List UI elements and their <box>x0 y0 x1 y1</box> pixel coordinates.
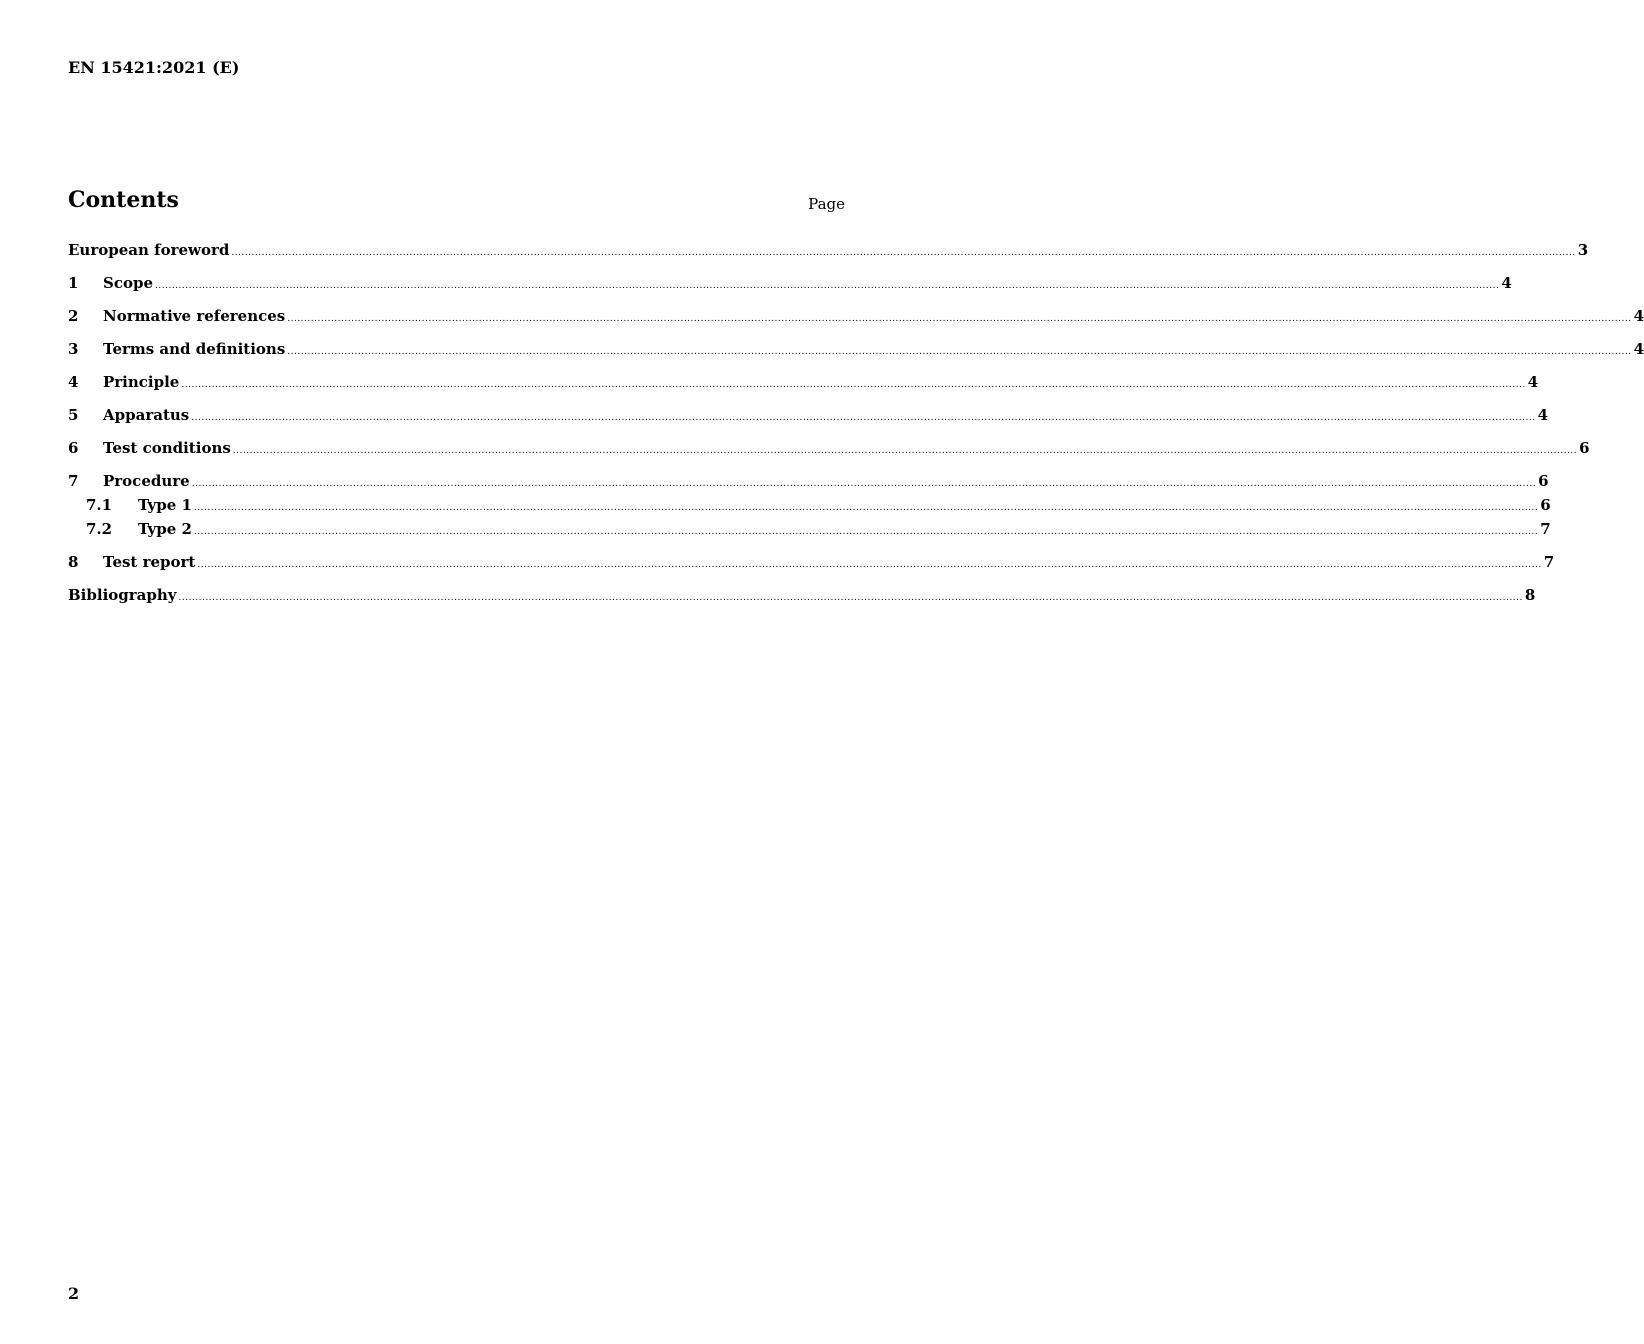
toc-entry-page: 4 <box>1527 373 1539 391</box>
toc-entry-terms-and-definitions[interactable] <box>68 339 1644 363</box>
toc-entry-page: 4 <box>1501 274 1512 292</box>
toc-entry-number: 4 <box>68 373 79 391</box>
toc-entry-page: 4 <box>1633 340 1644 358</box>
toc-entry-type-2[interactable] <box>68 519 1551 543</box>
toc-entry-title: Procedure <box>103 472 190 490</box>
toc-entry-title: Terms and definitions <box>103 340 286 358</box>
toc-entry-bibliography[interactable] <box>68 585 1536 609</box>
toc-entry-page: 8 <box>1524 586 1536 604</box>
toc-entry-title: Type 1 <box>138 496 192 514</box>
table-of-contents <box>68 240 1644 609</box>
toc-entry-number: 3 <box>68 340 79 358</box>
toc-entry-page: 3 <box>1577 241 1589 259</box>
toc-leader-dots: ................................................................................................................................................................................................................................................................................................................................................................................................................ <box>181 380 1526 390</box>
toc-entry-page: 4 <box>1537 406 1549 424</box>
toc-leader-dots: ................................................................................................................................................................................................................................................................................................................................................................................................................ <box>191 413 1536 423</box>
toc-leader-dots: ................................................................................................................................................................................................................................................................................................................................................................................................................ <box>193 527 1539 537</box>
toc-entry-title: Principle <box>103 373 180 391</box>
toc-entry-number: 7.1 <box>86 496 113 514</box>
toc-leader-dots: ................................................................................................................................................................................................................................................................................................................................................................................................................ <box>191 479 1537 489</box>
toc-entry-number: 7.2 <box>86 520 113 538</box>
page-column-label: Page <box>808 195 845 213</box>
toc-entry-procedure[interactable] <box>68 471 1549 495</box>
contents-heading: Contents <box>68 187 179 213</box>
toc-entry-title: European foreword <box>68 241 230 259</box>
toc-entry-title: Bibliography <box>68 586 177 604</box>
toc-entry-number: 5 <box>68 406 79 424</box>
toc-entry-page: 6 <box>1538 472 1549 490</box>
toc-entry-title: Type 2 <box>138 520 192 538</box>
toc-entry-title: Test conditions <box>103 439 231 457</box>
toc-entry-page: 7 <box>1543 553 1555 571</box>
toc-entry-normative-references[interactable] <box>68 306 1644 330</box>
toc-entry-title: Normative references <box>103 307 286 325</box>
toc-entry-scope[interactable] <box>68 273 1512 297</box>
toc-entry-european-foreword[interactable] <box>68 240 1589 264</box>
toc-entry-number: 1 <box>68 274 79 292</box>
toc-entry-number: 2 <box>68 307 79 325</box>
toc-entry-page: 7 <box>1540 520 1551 538</box>
toc-leader-dots: ................................................................................................................................................................................................................................................................................................................................................................................................................ <box>287 314 1632 324</box>
toc-leader-dots: ................................................................................................................................................................................................................................................................................................................................................................................................................ <box>178 593 1523 603</box>
toc-entry-page: 6 <box>1540 496 1551 514</box>
toc-leader-dots: ................................................................................................................................................................................................................................................................................................................................................................................................................ <box>231 248 1576 258</box>
toc-leader-dots: ................................................................................................................................................................................................................................................................................................................................................................................................................ <box>232 446 1578 456</box>
toc-entry-test-report[interactable] <box>68 552 1555 576</box>
page-number: 2 <box>68 1284 80 1303</box>
toc-entry-title: Test report <box>103 553 196 571</box>
toc-entry-number: 7 <box>68 472 79 490</box>
toc-entry-principle[interactable] <box>68 372 1539 396</box>
toc-entry-apparatus[interactable] <box>68 405 1549 429</box>
toc-leader-dots: ................................................................................................................................................................................................................................................................................................................................................................................................................ <box>287 347 1632 357</box>
toc-leader-dots: ................................................................................................................................................................................................................................................................................................................................................................................................................ <box>197 560 1542 570</box>
toc-entry-title: Apparatus <box>103 406 190 424</box>
toc-entry-page: 4 <box>1633 307 1644 325</box>
toc-entry-title: Scope <box>103 274 154 292</box>
toc-entry-number: 8 <box>68 553 79 571</box>
toc-entry-test-conditions[interactable] <box>68 438 1590 462</box>
toc-entry-page: 6 <box>1579 439 1590 457</box>
toc-leader-dots: ................................................................................................................................................................................................................................................................................................................................................................................................................ <box>193 503 1539 513</box>
toc-entry-number: 6 <box>68 439 79 457</box>
toc-leader-dots: ................................................................................................................................................................................................................................................................................................................................................................................................................ <box>155 281 1500 291</box>
document-id-header: EN 15421:2021 (E) <box>68 58 240 77</box>
toc-entry-type-1[interactable] <box>68 495 1551 519</box>
